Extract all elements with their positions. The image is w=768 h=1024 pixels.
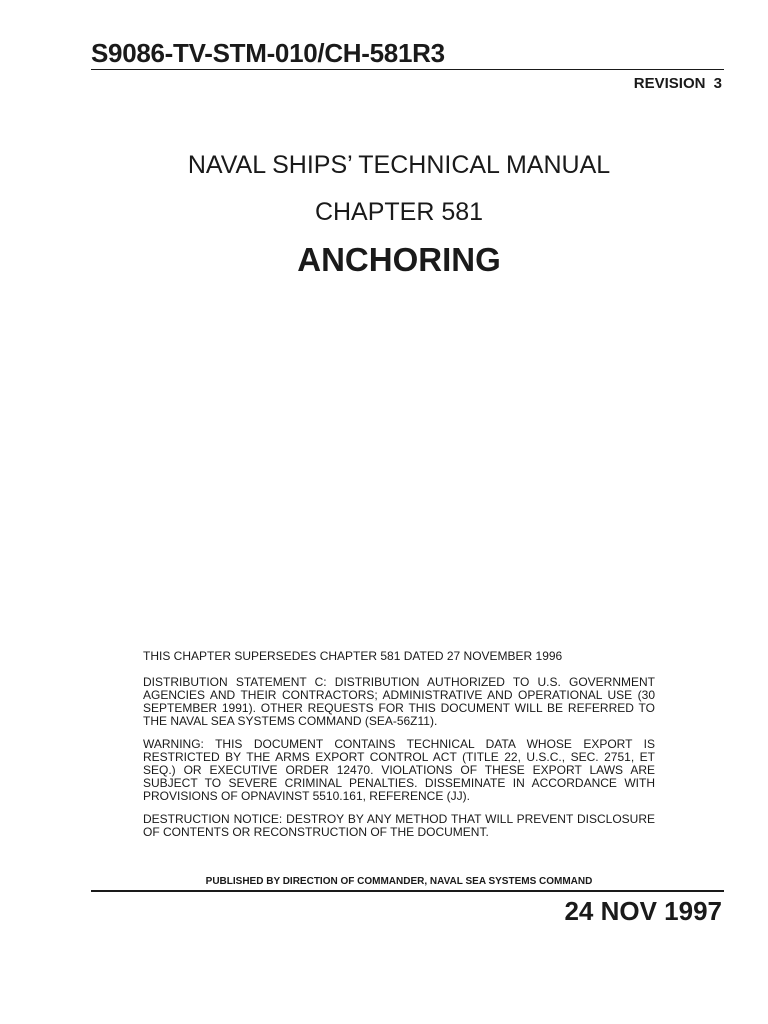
revision-label: REVISION 3: [633, 75, 722, 92]
distribution-statement: DISTRIBUTION STATEMENT C: DISTRIBUTION AUTHORIZED TO U.S. GOVERNMENT AGENCIES AND THEIR CONTRACTORS; ADMINISTRATIVE AND OPERATIONAL USE (30 SEPTEMBER 1991). OTHER REQUESTS FOR THIS DOCUMENT WILL BE REFERRED TO THE NAVAL SEA SYSTEMS COMMAND (SEA-56Z11).: [143, 675, 655, 728]
supersedes-notice: THIS CHAPTER SUPERSEDES CHAPTER 581 DATED 27 NOVEMBER 1996: [143, 649, 563, 663]
publisher-statement: PUBLISHED BY DIRECTION OF COMMANDER, NAVAL SEA SYSTEMS COMMAND: [205, 876, 593, 887]
export-warning: WARNING: THIS DOCUMENT CONTAINS TECHNICAL DATA WHOSE EXPORT IS RESTRICTED BY THE ARMS EXPORT CONTROL ACT (TITLE 22, U.S.C., SEC. 2751, ET SEQ.) OR EXECUTIVE ORDER 12470. VIOLATIONS OF THESE EXPORT LAWS ARE SUBJECT TO SEVERE CRIMINAL PENALTIES. DISSEMINATE IN ACCORDANCE WITH PROVISIONS OF OPNAVINST 5510.161, REFERENCE (JJ).: [143, 737, 655, 803]
issue-date: 24 NOV 1997: [564, 896, 722, 926]
footer-divider: [91, 890, 724, 892]
destruction-notice: DESTRUCTION NOTICE: DESTROY BY ANY METHOD THAT WILL PREVENT DISCLOSURE OF CONTENTS OR RECONSTRUCTION OF THE DOCUMENT.: [143, 812, 655, 839]
chapter-number: CHAPTER 581: [314, 198, 484, 226]
manual-title: NAVAL SHIPS’ TECHNICAL MANUAL: [187, 151, 611, 179]
document-number: S9086-TV-STM-010/CH-581R3: [91, 38, 445, 68]
header-divider: [91, 69, 724, 70]
chapter-subject: ANCHORING: [297, 241, 501, 278]
notices-block: [143, 650, 655, 849]
